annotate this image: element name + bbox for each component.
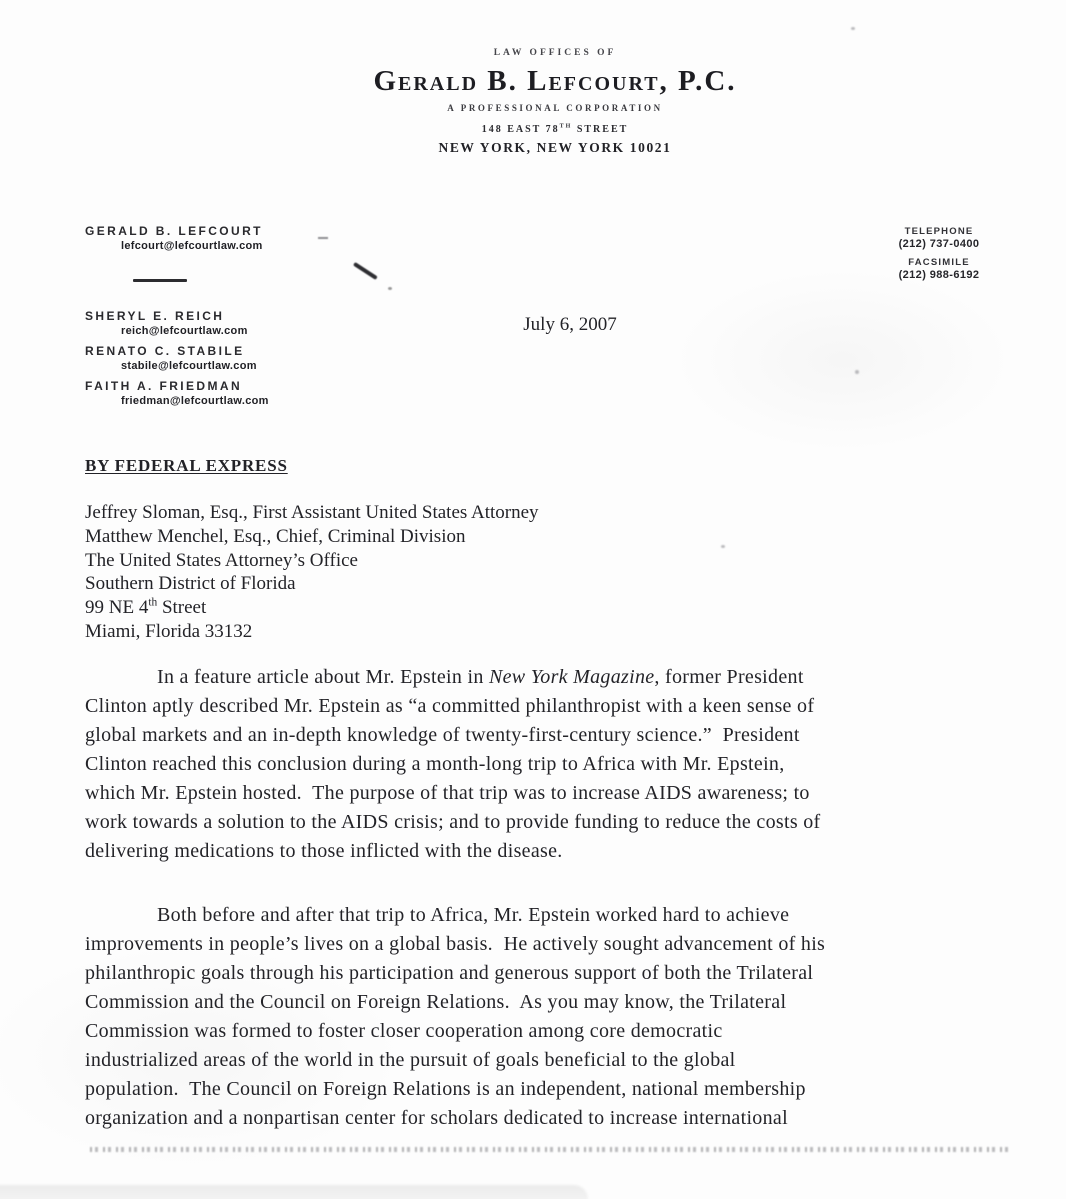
text-segment: Jeffrey Sloman, Esq., First Assistant United States Attorney bbox=[85, 502, 539, 523]
text-segment: Clinton reached this conclusion during a month-long trip to Africa with Mr. Epstein, bbox=[85, 753, 785, 775]
text-line bbox=[85, 572, 539, 596]
text-segment: delivering medications to those inflicted with the disease. bbox=[85, 840, 563, 862]
text-line bbox=[85, 549, 539, 573]
text-segment: industrialized areas of the world in the pursuit of goals beneficial to the global bbox=[85, 1049, 736, 1071]
text-line bbox=[85, 779, 1025, 808]
text-line bbox=[85, 692, 1025, 721]
letter-date: July 6, 2007 bbox=[523, 314, 617, 335]
telephone-number: (212) 737-0400 bbox=[898, 238, 980, 250]
text-segment: Clinton aptly described Mr. Epstein as “a committed philanthropist with a keen sense of bbox=[85, 695, 815, 717]
text-segment: , former President bbox=[654, 666, 804, 688]
letterhead-city-line: NEW YORK, NEW YORK 10021 bbox=[438, 140, 672, 155]
text-segment: work towards a solution to the AIDS crisis; and to provide funding to reduce the costs of bbox=[85, 811, 821, 833]
street-number: 148 EAST 78 bbox=[481, 124, 560, 135]
text-line bbox=[85, 1104, 1025, 1133]
text-line bbox=[85, 1017, 1025, 1046]
text-segment: philanthropic goals through his participation and generous support of both the Trilateral bbox=[85, 962, 814, 984]
scan-speck bbox=[851, 27, 855, 30]
text-segment: Street bbox=[157, 597, 207, 619]
street-ordinal-suffix: TH bbox=[559, 123, 573, 130]
attorney-name: RENATO C. STABILE bbox=[85, 344, 245, 358]
street-word: STREET bbox=[572, 124, 629, 135]
text-segment: Miami, Florida 33132 bbox=[85, 620, 253, 642]
attorney-email: stabile@lefcourtlaw.com bbox=[121, 360, 257, 372]
scan-speck bbox=[721, 545, 725, 548]
attorney-email: lefcourt@lefcourtlaw.com bbox=[121, 240, 263, 252]
text-segment: Both before and after that trip to Africa, Mr. Epstein worked hard to achieve bbox=[157, 904, 790, 926]
scan-speck bbox=[855, 370, 859, 374]
italic-text: New York Magazine bbox=[488, 666, 655, 688]
text-line bbox=[85, 596, 539, 620]
letterhead-tagline: LAW OFFICES OF bbox=[493, 48, 617, 58]
text-segment: Southern District of Florida bbox=[85, 573, 296, 595]
attorney-entry bbox=[85, 224, 385, 252]
text-segment: In a feature article about Mr. Epstein in bbox=[157, 666, 489, 688]
attorney-email: reich@lefcourtlaw.com bbox=[121, 325, 248, 337]
text-segment: Matthew Menchel, Esq., Chief, Criminal Division bbox=[85, 525, 466, 547]
text-segment: which Mr. Epstein hosted. The purpose of that trip was to increase AIDS awareness; to bbox=[85, 782, 810, 804]
text-line bbox=[85, 750, 1025, 779]
scan-speck bbox=[388, 287, 392, 290]
text-segment: global markets and an in-depth knowledge of twenty-first-century science.” President bbox=[85, 724, 800, 746]
text-segment: Commission and the Council on Foreign Relations. As you may know, the Trilateral bbox=[85, 991, 787, 1013]
divider-rule bbox=[133, 279, 187, 282]
body-paragraph-2 bbox=[85, 901, 1025, 1133]
clipped-text-line-artifact bbox=[90, 1147, 1012, 1152]
text-line bbox=[85, 721, 1025, 750]
letterhead-street-address bbox=[44, 124, 1066, 135]
text-line bbox=[85, 525, 539, 549]
scan-speck bbox=[318, 237, 328, 239]
attorney-list bbox=[85, 224, 385, 407]
facsimile-number: (212) 988-6192 bbox=[898, 269, 980, 281]
text-line bbox=[85, 930, 1025, 959]
superscript-text: th bbox=[148, 596, 158, 609]
text-line bbox=[85, 1075, 1025, 1104]
attorney-name: GERALD B. LEFCOURT bbox=[85, 224, 263, 238]
attorney-name: FAITH A. FRIEDMAN bbox=[85, 379, 243, 393]
attorney-name: SHERYL E. REICH bbox=[85, 309, 225, 323]
facsimile-label: FACSIMILE bbox=[908, 257, 970, 268]
recipient-address-block bbox=[85, 501, 539, 644]
text-line bbox=[85, 901, 1025, 930]
text-segment: 99 NE 4 bbox=[85, 597, 149, 619]
firm-name: Gerald B. Lefcourt, P.C. bbox=[373, 65, 737, 97]
text-segment: Commission was formed to foster closer cooperation among core democratic bbox=[85, 1020, 723, 1042]
delivery-method: BY FEDERAL EXPRESS bbox=[85, 456, 288, 475]
text-line bbox=[85, 620, 539, 644]
text-line bbox=[85, 808, 1025, 837]
text-line bbox=[85, 988, 1025, 1017]
scan-edge-artifact bbox=[0, 1185, 588, 1199]
text-segment: organization and a nonpartisan center for scholars dedicated to increase international bbox=[85, 1107, 788, 1129]
body-paragraph-1 bbox=[85, 663, 1025, 866]
text-segment: population. The Council on Foreign Relations is an independent, national membership bbox=[85, 1078, 806, 1100]
attorney-entry bbox=[85, 309, 385, 337]
attorney-email: friedman@lefcourtlaw.com bbox=[121, 395, 269, 407]
telephone-label: TELEPHONE bbox=[904, 226, 974, 237]
text-line bbox=[85, 501, 539, 525]
text-line bbox=[85, 959, 1025, 988]
text-line bbox=[85, 1046, 1025, 1075]
attorney-entry bbox=[85, 379, 385, 407]
text-segment: The United States Attorney’s Office bbox=[85, 549, 358, 571]
text-line bbox=[85, 837, 1025, 866]
text-segment: improvements in people’s lives on a global basis. He actively sought advancement of his bbox=[85, 933, 826, 955]
spacer bbox=[856, 250, 1022, 257]
letterhead-subtitle: A PROFESSIONAL CORPORATION bbox=[447, 103, 663, 113]
attorney-entry bbox=[85, 344, 385, 372]
letterhead bbox=[44, 48, 1066, 156]
text-line bbox=[85, 663, 1025, 692]
contact-block bbox=[856, 226, 1022, 281]
